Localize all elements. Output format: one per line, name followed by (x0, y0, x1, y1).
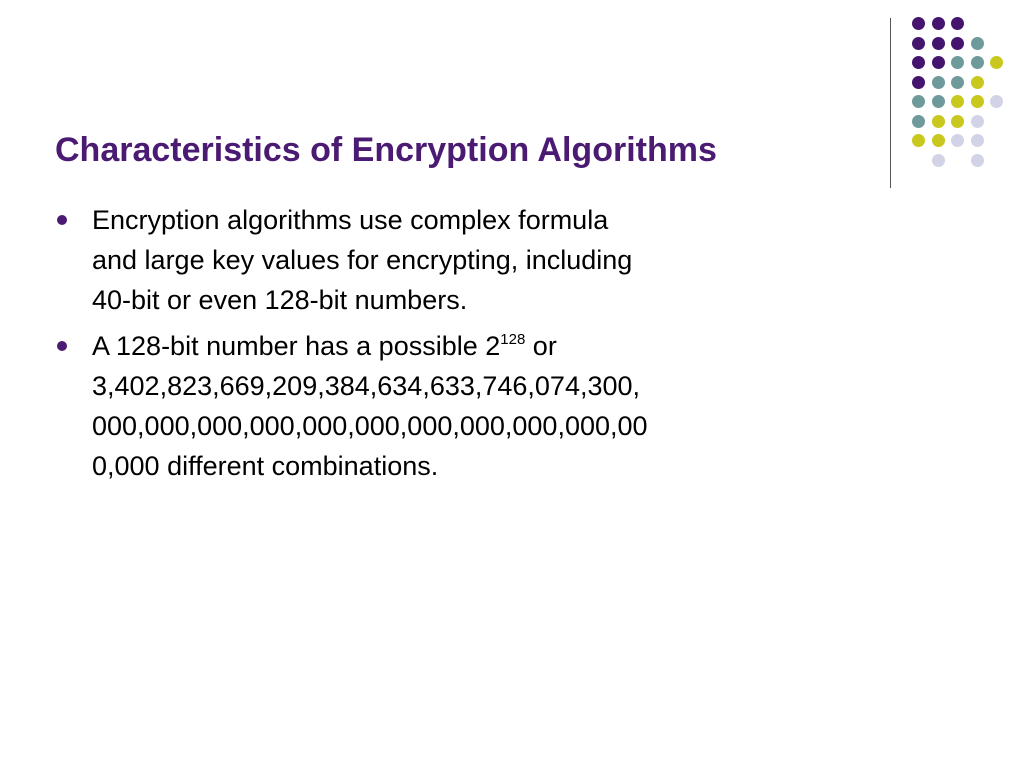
decorative-dot (912, 134, 925, 147)
decorative-dot (971, 95, 984, 108)
bullet-text-line: Encryption algorithms use complex formula (92, 205, 609, 235)
bullet-item (55, 326, 815, 486)
decorative-dot (971, 37, 984, 50)
decorative-dot (990, 95, 1003, 108)
bullet-text-suffix: or (525, 331, 557, 361)
vertical-divider (890, 18, 891, 188)
decorative-dot (951, 17, 964, 30)
decorative-dot (951, 37, 964, 50)
bullet-text-line: 0,000 different combinations. (92, 451, 439, 481)
decorative-dot (912, 95, 925, 108)
bullet-item (55, 200, 815, 320)
decorative-dot (932, 154, 945, 167)
decorative-dot (932, 56, 945, 69)
exponent: 128 (500, 331, 526, 348)
decorative-dot (932, 134, 945, 147)
decorative-dot (951, 76, 964, 89)
decorative-dot (912, 37, 925, 50)
decorative-dot (971, 56, 984, 69)
bullet-text-line: 3,402,823,669,209,384,634,633,746,074,300, (92, 371, 641, 401)
bullet-dot-icon (57, 341, 67, 351)
bullet-text-line: 40-bit or even 128-bit numbers. (92, 285, 468, 315)
bullet-text-line: 000,000,000,000,000,000,000,000,000,000,00 (92, 411, 648, 441)
bullet-text-line (92, 326, 815, 366)
slide-title: Characteristics of Encryption Algorithms (55, 131, 717, 169)
decorative-dot (912, 115, 925, 128)
decorative-dot (932, 17, 945, 30)
decorative-dot (971, 76, 984, 89)
decorative-dot (990, 56, 1003, 69)
decorative-dot (951, 56, 964, 69)
bullet-text-line: and large key values for encrypting, including (92, 245, 633, 275)
decorative-dot (971, 154, 984, 167)
decorative-dot (932, 115, 945, 128)
bullet-list (55, 200, 815, 492)
bullet-text-prefix: A 128-bit number has a possible 2 (92, 331, 501, 361)
decorative-dot (912, 76, 925, 89)
decorative-dot (912, 56, 925, 69)
decorative-dot (951, 115, 964, 128)
decorative-dot (951, 95, 964, 108)
bullet-dot-icon (57, 215, 67, 225)
decorative-dot (932, 76, 945, 89)
decorative-dot (932, 37, 945, 50)
decorative-dot (912, 17, 925, 30)
decorative-dot (971, 115, 984, 128)
decorative-dot (951, 134, 964, 147)
decorative-dot (971, 134, 984, 147)
decorative-dot (932, 95, 945, 108)
